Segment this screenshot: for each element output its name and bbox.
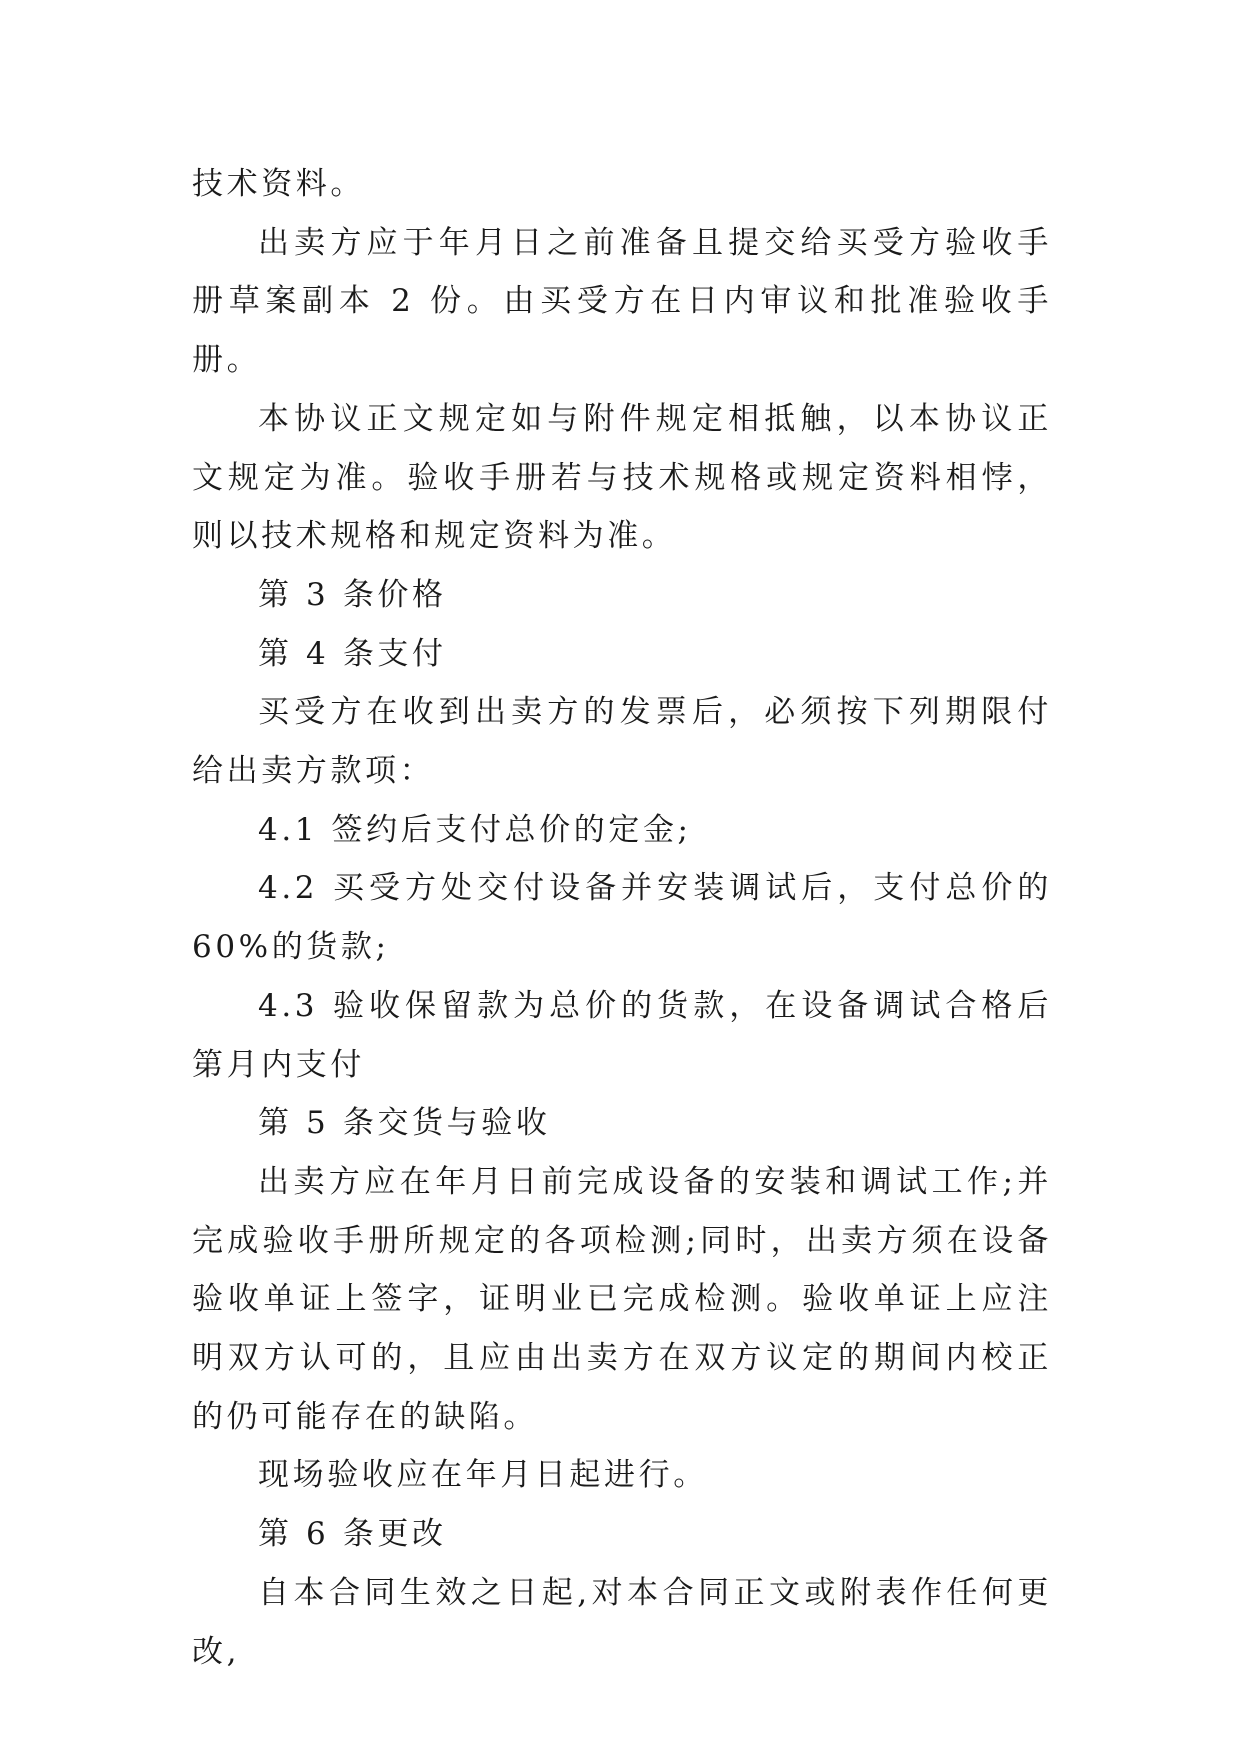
heading-article-3-price: 第 3 条价格 [258, 576, 447, 613]
paragraph-changes: 自本合同生效之日起,对本合同正文或附表作任何更改, [192, 1574, 1052, 1670]
heading-article-4-payment: 第 4 条支付 [258, 635, 447, 672]
document-body [192, 155, 1066, 1681]
clause-4-2: 4.2 买受方处交付设备并安装调试后，支付总价的 60%的货款; [192, 870, 1066, 966]
paragraph-continuation: 技术资料。 [192, 166, 365, 202]
clause-4-1: 4.1 签约后支付总价的定金; [258, 811, 692, 848]
clause-4-3: 4.3 验收保留款为总价的货款，在设备调试合格后第月内支付 [192, 987, 1052, 1083]
paragraph-payment-terms: 买受方在收到出卖方的发票后，必须按下列期限付给出卖方款项： [192, 694, 1052, 790]
paragraph-installation-acceptance: 出卖方应在年月日前完成设备的安装和调试工作;并完成验收手册所规定的各项检测;同时，出卖方须在设备验收单证上签字，证明业已完成检测。验收单证上应注明双方认可的，且应由出卖方在双方议定的期间内校正的仍可能存在的缺陷。 [192, 1163, 1052, 1435]
heading-article-5-delivery: 第 5 条交货与验收 [258, 1105, 551, 1142]
heading-article-6-changes: 第 6 条更改 [258, 1516, 447, 1553]
paragraph-precedence: 本协议正文规定如与附件规定相抵触，以本协议正文规定为准。验收手册若与技术规格或规定资料相悖，则以技术规格和规定资料为准。 [192, 400, 1052, 555]
paragraph-site-acceptance: 现场验收应在年月日起进行。 [258, 1457, 708, 1494]
paragraph-manual-submission: 出卖方应于年月日之前准备且提交给买受方验收手册草案副本 2 份。由买受方在日内审议和批准验收手册。 [192, 224, 1052, 379]
